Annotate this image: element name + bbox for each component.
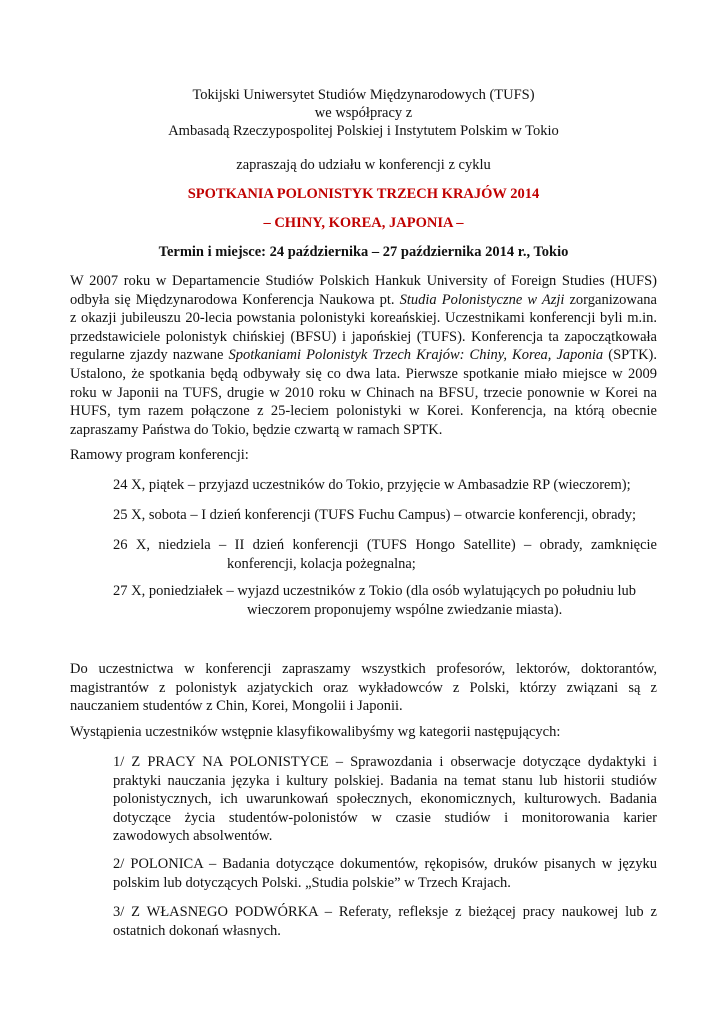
intro-line: przedstawiciele polonistyk chińskiej (BFSU) i japońskiej (TUFS). Konferencja ta zapoczątkowała: [70, 328, 657, 345]
invitation-line: zapraszają do udziału w konferencji z cyklu: [236, 157, 491, 173]
program-day-1: 24 X, piątek – przyjazd uczestników do Tokio, przyjęcie w Ambasadzie RP (wieczorem);: [113, 477, 631, 493]
intro-line: Ustalono, że spotkania będą odbywały się co dwa lata. Pierwsze spotkanie miało miejsce w 2009: [70, 365, 657, 382]
participation-line: nauczaniem studentów z Chin, Korei, Mongolii i Japonii.: [70, 698, 403, 715]
intro-paragraph: [70, 272, 657, 439]
organizer-line-3: Ambasadą Rzeczypospolitej Polskiej i Instytutem Polskim w Tokio: [168, 123, 559, 139]
intro-line: odbyła się Międzynarodowa Konferencja Naukowa pt. Studia Polonistyczne w Azji zorganizowana: [70, 291, 657, 308]
intro-line: roku w Japonii na TUFS, drugie w 2010 roku w Chinach na BFSU, trzecie ponownie w Korei na: [70, 384, 657, 401]
category-3: 3/ Z WŁASNEGO PODWÓRKA – Referaty, refleksje z bieżącej pracy naukowej lub z ostatnich dokonań własnych.: [113, 904, 657, 939]
conference-title: SPOTKANIA POLONISTYK TRZECH KRAJÓW 2014: [187, 186, 540, 202]
categories-heading: Wystąpienia uczestników wstępnie klasyfikowalibyśmy wg kategorii następujących:: [70, 724, 561, 740]
intro-line: regularne zjazdy nazwane Spotkaniami Polonistyk Trzech Krajów: Chiny, Korea, Japonia (SPTK).: [70, 347, 657, 364]
organizer-line-2: we współpracy z: [314, 105, 413, 121]
program-heading: Ramowy program konferencji:: [70, 447, 249, 463]
organizer-line-1: Tokijski Uniwersytet Studiów Międzynarodowych (TUFS): [192, 87, 535, 103]
participation-line: Do uczestnictwa w konferencji zapraszamy wszystkich profesorów, lektorów, doktorantów,: [70, 661, 657, 677]
italic-title: Studia Polonistyczne w Azji: [399, 291, 565, 308]
program-day-4: 27 X, poniedziałek – wyjazd uczestników z Tokio (dla osób wylatujących po południu lub wieczorem proponujemy wspólne zwiedzanie miasta).: [113, 583, 637, 618]
program-day-2: 25 X, sobota – I dzień konferencji (TUFS Fuchu Campus) – otwarcie konferencji, obrady;: [113, 507, 637, 523]
category-1: 1/ Z PRACY NA POLONISTYCE – Sprawozdania i obserwacje dotyczące dydaktyki i praktyki nauczania języka i kultury polskiej. Badania na temat stanu lub historii studiów polonistycznych, ich uwarunkowań społecznych, ekonomicznych, kulturowych. Badania dotyczące życia studentów-polonistów w czasie studiów i monitorowania karier zawodowych absolwentów.: [113, 754, 657, 845]
intro-line: zapraszamy Państwa do Tokio, będzie czwartą w ramach SPTK.: [70, 421, 443, 438]
italic-name: Spotkaniami Polonistyk Trzech Krajów: Chiny, Korea, Japonia: [228, 347, 604, 364]
intro-line: z okazji jubileuszu 20-lecia powstania polonistyki koreańskiej. Uczestnikami konferencji byli m.in.: [70, 310, 657, 327]
participation-line: magistrantów z polonistyk azjatyckich oraz wykładowców z Polski, którzy związani są z: [70, 679, 657, 696]
category-2: 2/ POLONICA – Badania dotyczące dokumentów, rękopisów, druków pisanych w języku polskim lub dotyczących Polski. „Studia polskie” w Trzech Krajach.: [113, 856, 657, 891]
intro-line: HUFS, tym razem połączone z 25-leciem polonistyki w Korei. Konferencja, na którą obecnie: [70, 403, 657, 420]
date-place-line: Termin i miejsce: 24 października – 27 października 2014 r., Tokio: [158, 244, 569, 260]
participation-paragraph: [70, 660, 657, 716]
intro-line: W 2007 roku w Departamencie Studiów Polskich Hankuk University of Foreign Studies (HUFS): [70, 273, 657, 289]
program-day-3: 26 X, niedziela – II dzień konferencji (TUFS Hongo Satellite) – obrady, zamknięcie konferencji, kolacja pożegnalna;: [113, 537, 657, 572]
conference-subtitle: – CHINY, KOREA, JAPONIA –: [263, 215, 464, 231]
